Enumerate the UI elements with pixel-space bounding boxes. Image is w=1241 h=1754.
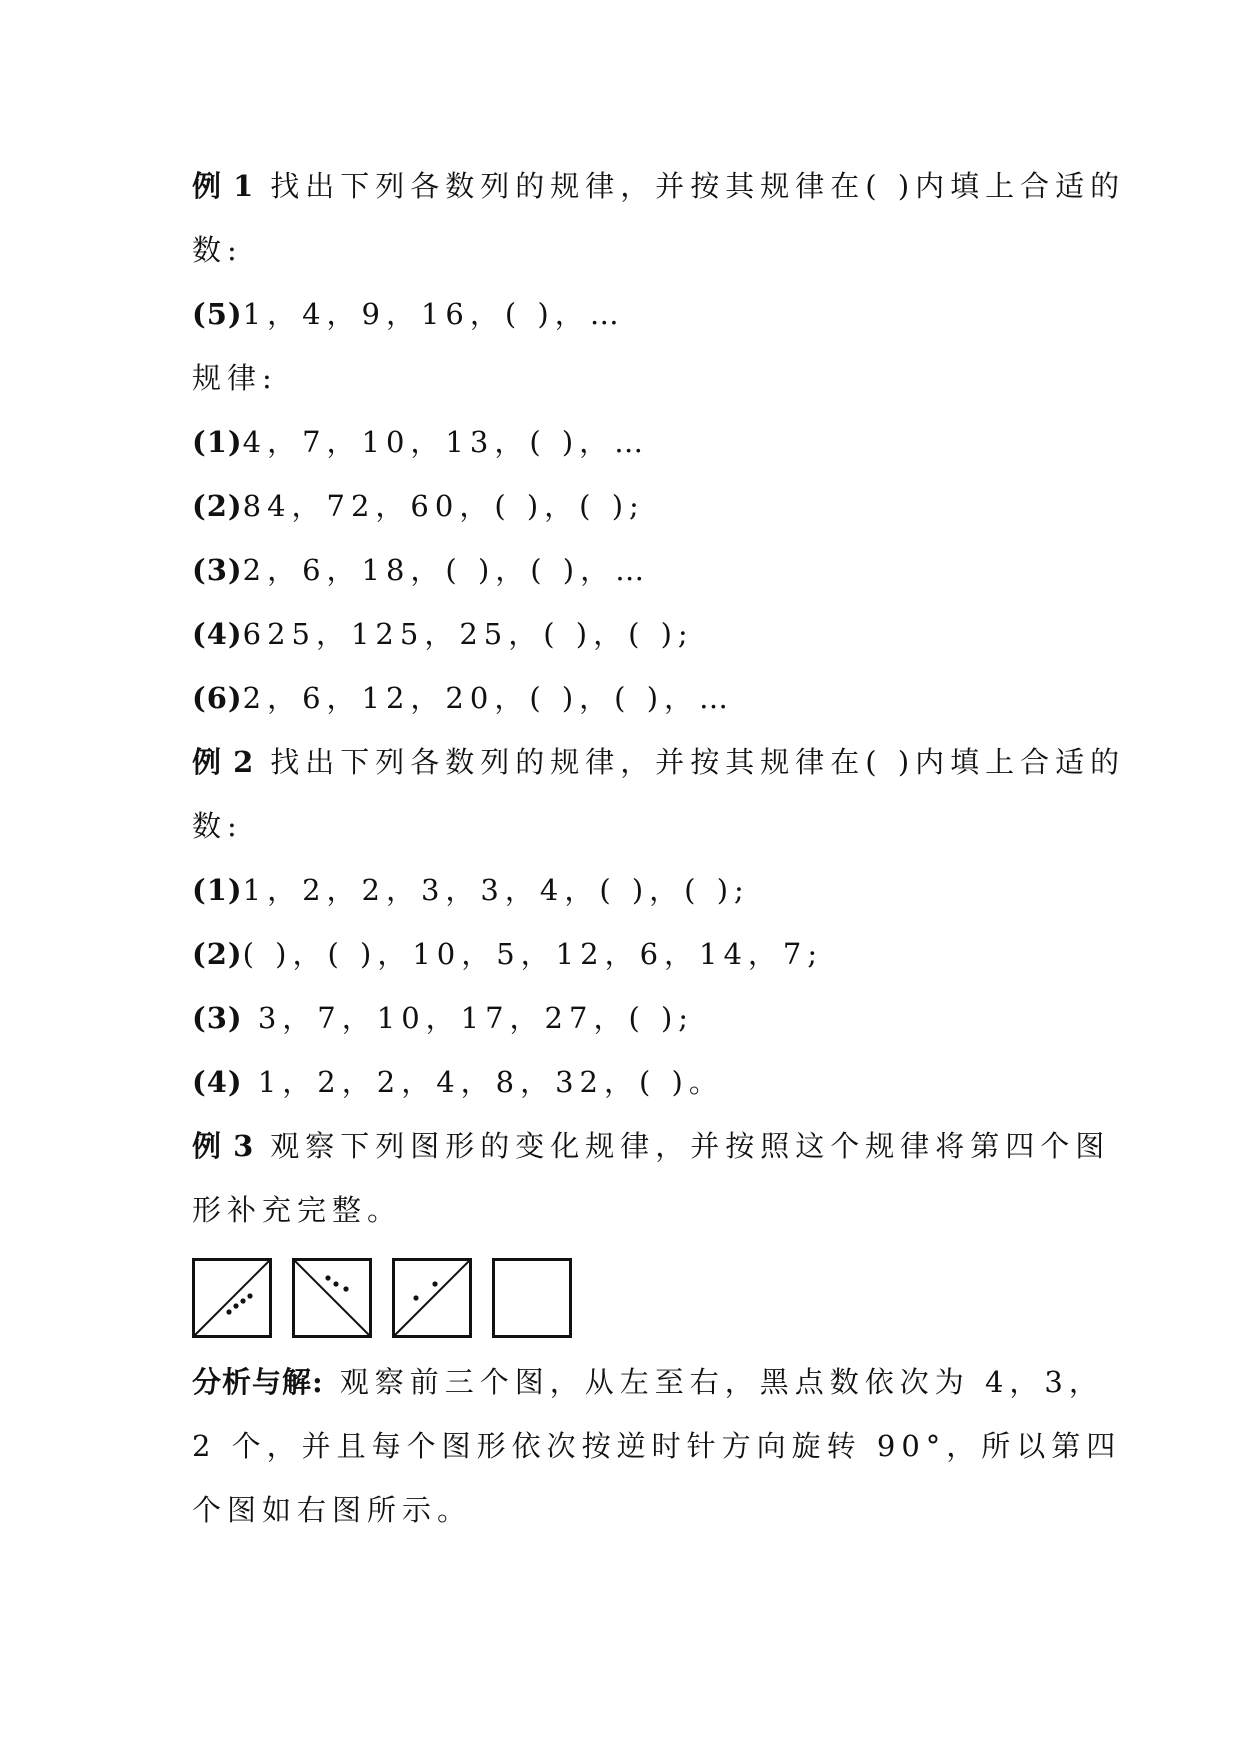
figure-1 — [192, 1258, 272, 1338]
example3-heading-cont: 形补充完整。 — [192, 1193, 403, 1227]
example2-item-2 — [192, 932, 1072, 976]
example2-item-1 — [192, 868, 1072, 912]
item-number: (4) — [192, 1065, 243, 1099]
example3-heading-text: 观察下列图形的变化规律，并按照这个规律将第四个图 — [270, 1129, 1111, 1163]
item-sequence: 1，2，2，3，3，4，( )，( ); — [242, 873, 750, 907]
item-sequence: 4，7，10，13，( )，… — [242, 425, 650, 459]
figure-3 — [392, 1258, 472, 1338]
example1-heading-text: 找出下列各数列的规律，并按其规律在( )内填上合适的 — [270, 169, 1126, 203]
example2-item-4 — [192, 1060, 1072, 1104]
example1-item-5 — [192, 292, 1072, 336]
analysis-text: 观察前三个图，从左至右，黑点数依次为 4，3， — [339, 1365, 1104, 1399]
item-sequence: 625，125，25，( )，( ); — [242, 617, 694, 651]
example1-item-4 — [192, 612, 1072, 656]
analysis-line-3: 个图如右图所示。 — [192, 1493, 473, 1527]
item-number: (3) — [192, 1001, 243, 1035]
example2-heading — [192, 740, 1126, 784]
example1-item-2 — [192, 484, 1072, 528]
pattern-figures — [192, 1258, 612, 1338]
item-number: (5) — [192, 297, 243, 331]
figure-dot — [233, 1303, 238, 1308]
example2-item-3 — [192, 996, 1072, 1040]
figure-dot — [343, 1286, 348, 1291]
rule-label: 规律: — [192, 361, 278, 395]
figure-diagonal — [394, 1260, 470, 1336]
item-sequence: 2，6，18，( )，( )，… — [242, 553, 651, 587]
analysis-line-1 — [192, 1360, 1104, 1404]
item-sequence: 1，4，9，16，( )，… — [242, 297, 625, 331]
example2-label: 例 2 — [192, 745, 255, 779]
example2-heading-text: 找出下列各数列的规律，并按其规律在( )内填上合适的 — [270, 745, 1126, 779]
figure-2 — [292, 1258, 372, 1338]
item-number: (1) — [192, 425, 243, 459]
item-number: (2) — [192, 937, 243, 971]
figure-dot — [413, 1295, 418, 1300]
figure-dot — [226, 1309, 231, 1314]
figure-dot — [247, 1293, 252, 1298]
example1-item-1 — [192, 420, 1072, 464]
figure-frame — [494, 1260, 571, 1337]
example1-label: 例 1 — [192, 169, 255, 203]
item-sequence: 84，72，60，( )，( ); — [242, 489, 645, 523]
figure-diagonal — [194, 1260, 270, 1336]
item-sequence: ( )，( )，10，5，12，6，14，7; — [242, 937, 824, 971]
example3-heading — [192, 1124, 1111, 1168]
analysis-line-2: 2 个，并且每个图形依次按逆时针方向旋转 90°，所以第四 — [192, 1429, 1122, 1463]
item-sequence: 2，6，12，20，( )，( )，… — [242, 681, 735, 715]
item-sequence: 3，7，10，17，27，( ); — [242, 1001, 695, 1035]
analysis-label: 分析与解: — [192, 1365, 324, 1399]
item-sequence: 1，2，2，4，8，32，( )。 — [242, 1065, 724, 1099]
figure-dot — [240, 1298, 245, 1303]
item-number: (3) — [192, 553, 243, 587]
example1-heading-cont: 数: — [192, 233, 243, 267]
item-number: (2) — [192, 489, 243, 523]
figure-dot — [432, 1281, 437, 1286]
item-number: (1) — [192, 873, 243, 907]
figure-diagonal — [294, 1260, 370, 1336]
example1-item-6 — [192, 676, 1072, 720]
figure-dot — [325, 1275, 330, 1280]
example1-item-3 — [192, 548, 1072, 592]
figure-4-blank — [492, 1258, 572, 1338]
example2-heading-cont: 数: — [192, 809, 243, 843]
figure-dot — [333, 1281, 338, 1286]
example1-heading — [192, 164, 1126, 208]
example3-label: 例 3 — [192, 1129, 255, 1163]
item-number: (4) — [192, 617, 243, 651]
item-number: (6) — [192, 681, 243, 715]
